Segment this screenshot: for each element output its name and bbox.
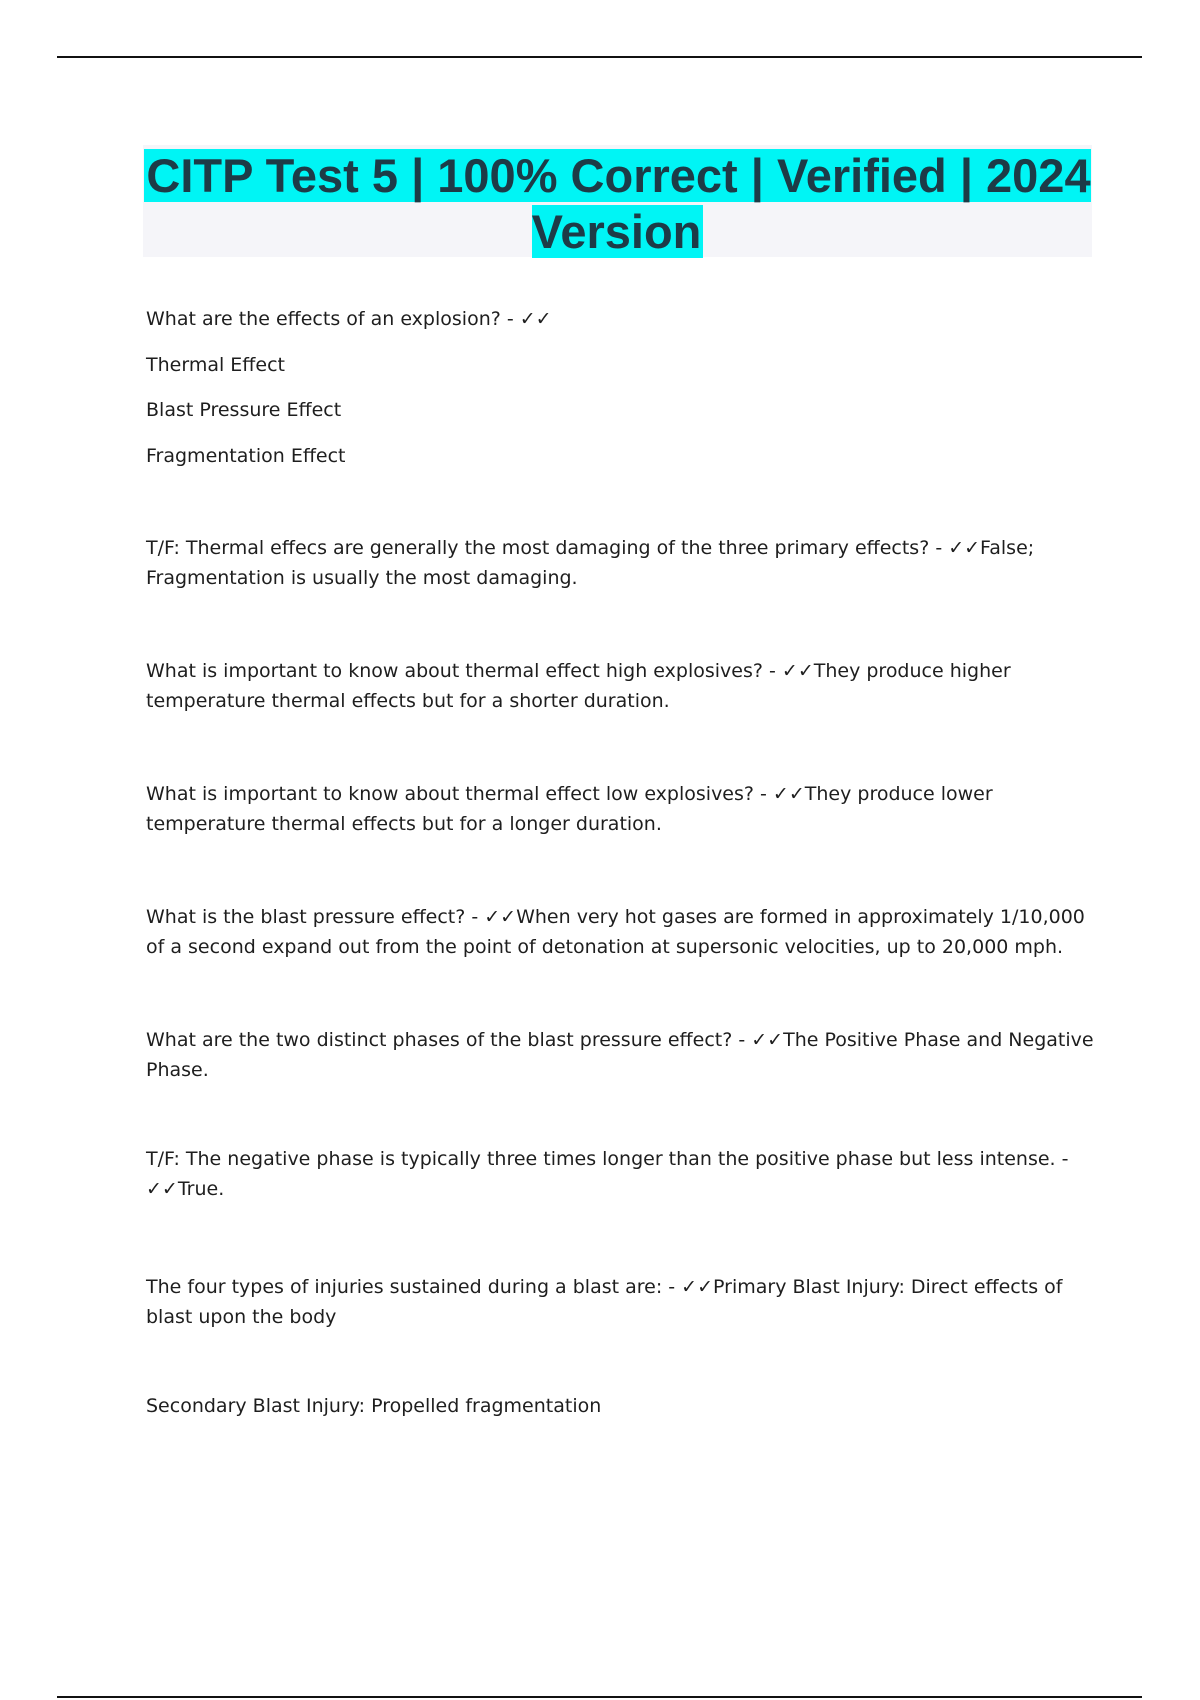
question-injury-types: The four types of injuries sustained during a blast are: - ✓✓Primary Blast Injury: Direct effects of blast upon the body xyxy=(146,1276,1063,1328)
document-title xyxy=(143,145,1092,260)
answer-fragmentation-effect: Fragmentation Effect xyxy=(146,445,346,467)
bottom-rule xyxy=(57,1696,1142,1698)
question-effects-of-explosion: What are the effects of an explosion? - ✓✓ xyxy=(146,308,552,330)
question-thermal-damaging: T/F: Thermal effecs are generally the most damaging of the three primary effects? - ✓✓False; Fragmentation is usually the most damaging. xyxy=(146,537,1035,589)
question-low-explosives: What is important to know about thermal effect low explosives? - ✓✓They produce lower temperature thermal effects but for a longer duration. xyxy=(146,783,993,835)
answer-secondary-blast-injury: Secondary Blast Injury: Propelled fragmentation xyxy=(146,1395,602,1417)
question-blast-pressure: What is the blast pressure effect? - ✓✓When very hot gases are formed in approximately 1/10,000 of a second expand out from the point of detonation at supersonic velocities, up to 20,000 mph. xyxy=(146,906,1085,958)
title-banner xyxy=(143,145,1092,257)
answer-thermal-effect: Thermal Effect xyxy=(146,354,285,376)
top-rule xyxy=(57,56,1142,58)
answer-blast-pressure-effect: Blast Pressure Effect xyxy=(146,399,342,421)
title-highlight: CITP Test 5 | 100% Correct | Verified | 2024 Version xyxy=(146,149,1091,258)
question-blast-phases: What are the two distinct phases of the blast pressure effect? - ✓✓The Positive Phase and Negative Phase. xyxy=(146,1029,1094,1081)
question-high-explosives: What is important to know about thermal effect high explosives? - ✓✓They produce higher temperature thermal effects but for a shorter duration. xyxy=(146,660,1011,712)
question-negative-phase: T/F: The negative phase is typically three times longer than the positive phase but less intense. - ✓✓True. xyxy=(146,1148,1069,1200)
